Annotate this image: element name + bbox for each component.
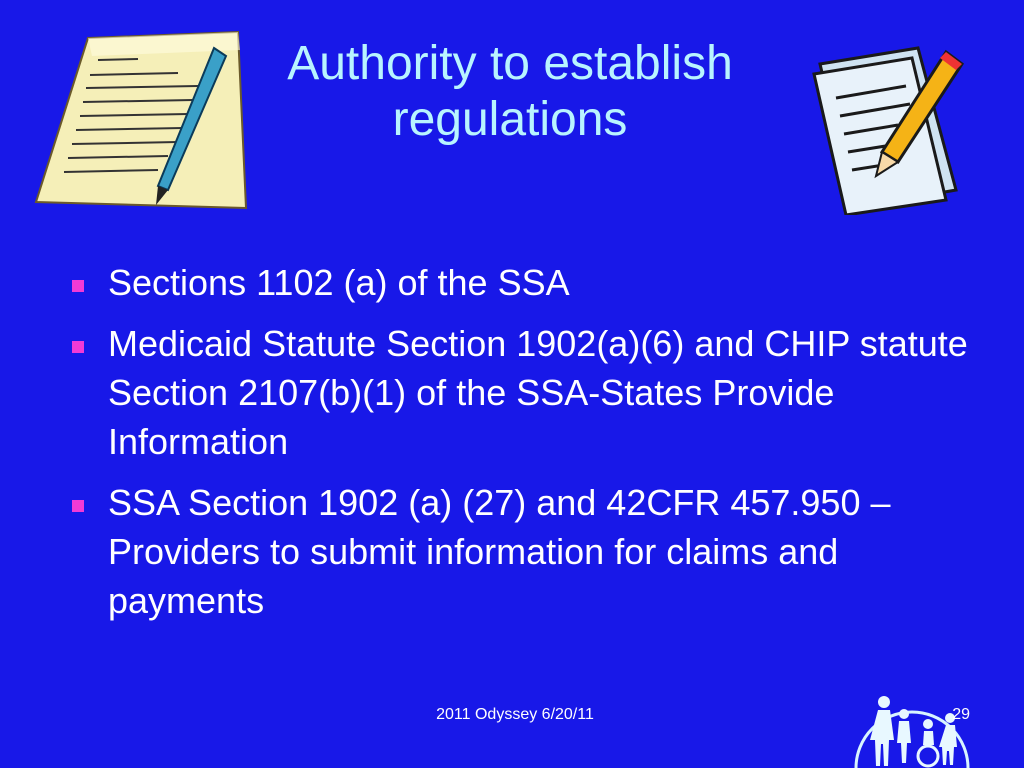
bullet-marker-icon <box>72 280 84 292</box>
bullet-list <box>72 258 972 637</box>
bullet-text: SSA Section 1902 (a) (27) and 42CFR 457.950 –Providers to submit information for claims and payments <box>108 482 891 621</box>
bullet-marker-icon <box>72 500 84 512</box>
slide-title: Authority to establish regulations <box>287 37 733 146</box>
footer-text: 2011 Odyssey 6/20/11 <box>436 706 594 723</box>
bullet-marker-icon <box>72 341 84 353</box>
bullet-text: Sections 1102 (a) of the SSA <box>108 262 570 303</box>
notepad-pencil-icon <box>806 40 966 215</box>
bullet-item <box>72 319 972 466</box>
document-pen-icon <box>28 30 258 215</box>
family-silhouette-logo <box>852 688 972 768</box>
bullet-item <box>72 258 972 307</box>
bullet-item <box>72 478 972 625</box>
page-number: 29 <box>952 706 970 723</box>
bullet-text: Medicaid Statute Section 1902(a)(6) and CHIP statute Section 2107(b)(1) of the SSA-States Provide Information <box>108 323 968 462</box>
